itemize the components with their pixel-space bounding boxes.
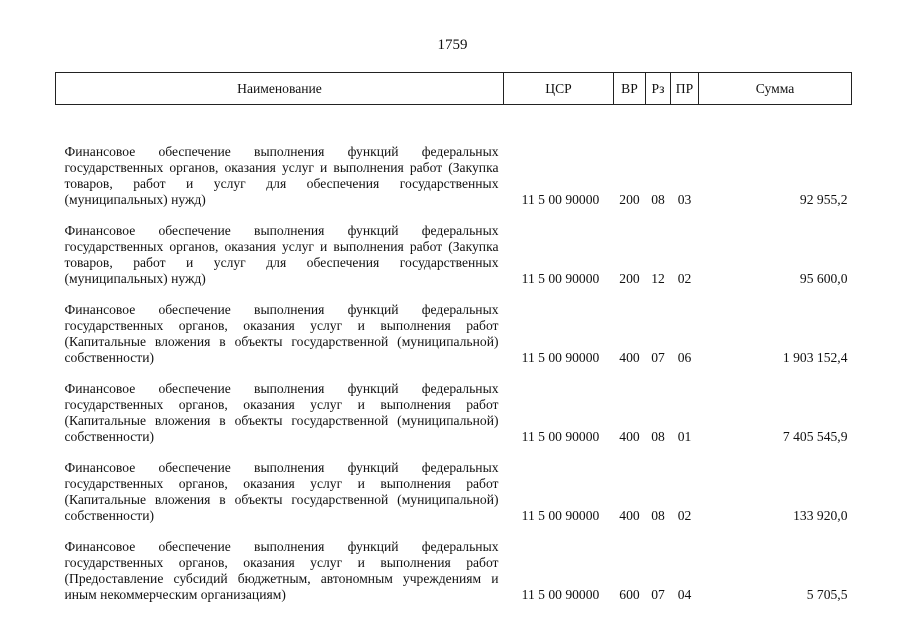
row-sum: 1 903 152,4 xyxy=(782,350,848,365)
row-csr: 11 5 00 90000 xyxy=(521,192,600,207)
row-csr: 11 5 00 90000 xyxy=(521,508,600,523)
row-name: Финансовое обеспечение выполнения функций федеральных государственных органов, оказания услуг и выполнения работ (Капитальные вложения в объекты государственной (муниципальной) собственности) xyxy=(64,381,499,444)
header-csr: ЦСР xyxy=(504,73,614,105)
row-vr: 400 xyxy=(619,508,640,523)
table-header xyxy=(56,73,852,105)
row-sum: 133 920,0 xyxy=(793,508,848,523)
row-vr: 400 xyxy=(619,350,640,365)
row-name: Финансовое обеспечение выполнения функций федеральных государственных органов, оказания услуг и выполнения работ (Предоставление субсидий бюджетным, автономным учреждениям и иным некоммерческим организациям) xyxy=(64,539,499,602)
page-number: 1759 xyxy=(437,37,468,53)
row-rz: 08 xyxy=(651,429,665,444)
row-sum: 7 405 545,9 xyxy=(782,429,848,444)
row-rz: 08 xyxy=(651,508,665,523)
row-vr: 600 xyxy=(619,587,640,602)
row-csr: 11 5 00 90000 xyxy=(521,350,600,365)
row-csr: 11 5 00 90000 xyxy=(521,271,600,286)
table-row xyxy=(56,445,852,524)
row-name: Финансовое обеспечение выполнения функций федеральных государственных органов, оказания услуг и выполнения работ (Капитальные вложения в объекты государственной (муниципальной) собственности) xyxy=(64,302,499,365)
header-vr: ВР xyxy=(614,73,646,105)
row-pr: 01 xyxy=(677,429,692,444)
row-vr: 200 xyxy=(619,192,640,207)
row-sum: 95 600,0 xyxy=(799,271,848,286)
table-row xyxy=(56,105,852,209)
table-row xyxy=(56,366,852,445)
row-sum: 5 705,5 xyxy=(806,587,848,602)
header-name: Наименование xyxy=(56,73,504,105)
row-rz: 07 xyxy=(651,350,665,365)
row-pr: 03 xyxy=(677,192,692,207)
row-sum: 92 955,2 xyxy=(799,192,848,207)
header-rz: Рз xyxy=(646,73,671,105)
row-pr: 02 xyxy=(677,271,692,286)
budget-table xyxy=(55,72,852,603)
row-csr: 11 5 00 90000 xyxy=(521,429,600,444)
row-name: Финансовое обеспечение выполнения функций федеральных государственных органов, оказания услуг и выполнения работ (Капитальные вложения в объекты государственной (муниципальной) собственности) xyxy=(64,460,499,523)
header-pr: ПР xyxy=(671,73,699,105)
row-name: Финансовое обеспечение выполнения функций федеральных государственных органов, оказания услуг и выполнения работ (Закупка товаров, работ и услуг для обеспечения государственных (муниципальных) нужд) xyxy=(64,223,499,286)
table-row xyxy=(56,524,852,603)
header-sum: Сумма xyxy=(699,73,852,105)
row-rz: 12 xyxy=(651,271,665,286)
row-vr: 200 xyxy=(619,271,640,286)
row-pr: 04 xyxy=(677,587,692,602)
row-rz: 07 xyxy=(651,587,665,602)
row-pr: 06 xyxy=(677,350,692,365)
table-row xyxy=(56,208,852,287)
row-vr: 400 xyxy=(619,429,640,444)
row-csr: 11 5 00 90000 xyxy=(521,587,600,602)
row-name: Финансовое обеспечение выполнения функций федеральных государственных органов, оказания услуг и выполнения работ (Закупка товаров, работ и услуг для обеспечения государственных (муниципальных) нужд) xyxy=(64,144,499,207)
row-rz: 08 xyxy=(651,192,665,207)
table-row xyxy=(56,287,852,366)
row-pr: 02 xyxy=(677,508,692,523)
